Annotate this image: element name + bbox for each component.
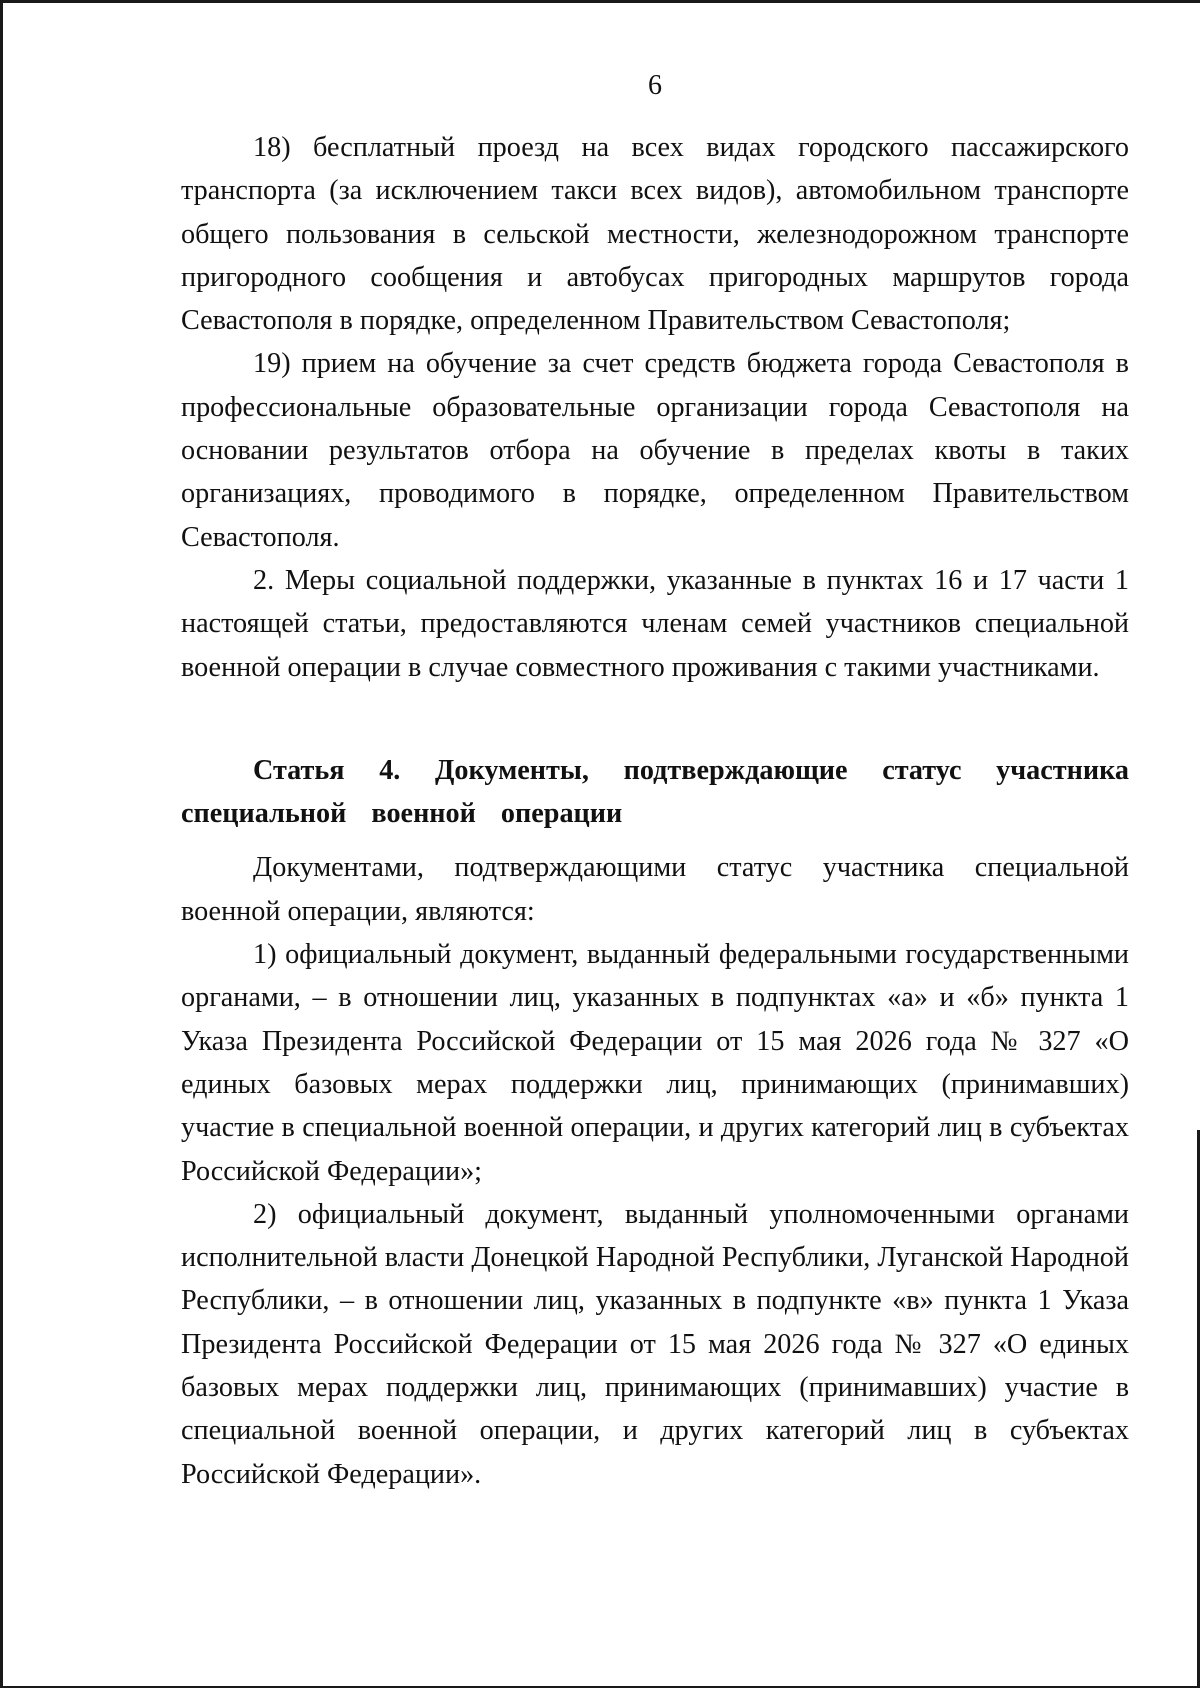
- page-number: 6: [648, 70, 662, 101]
- scan-edge-left: [0, 0, 3, 1688]
- article-heading: Статья 4. Документы, подтверждающие статус участника специальной военной операции: [181, 754, 1129, 830]
- paragraph-item-19: 19) прием на обучение за счет средств бюджета города Севастополя в профессиональные образовательные организации города Севастополя на основании результатов отбора на обучение в пределах квоты в таких организациях, проводимого в порядке, определенном Правительством Севастополя.: [181, 348, 1129, 553]
- document-body: [181, 126, 1129, 1496]
- paragraph-document-1: 1) официальный документ, выданный федеральными государственными органами, – в отношении лиц, указанных в подпунктах «а» и «б» пункта 1 Указа Президента Российской Федерации от 15 мая 2026 года № 327 «О единых базовых мерах поддержки лиц, принимающих (принимавших) участие в специальной военной операции, и других категорий лиц в субъектах Российской Федерации»;: [181, 939, 1129, 1187]
- paragraph-document-2: 2) официальный документ, выданный уполномоченными органами исполнительной власти Донецкой Народной Республики, Луганской Народной Республики, – в отношении лиц, указанных в подпункте «в» пункта 1 Указа Президента Российской Федерации от 15 мая 2026 года № 327 «О единых базовых мерах поддержки лиц, принимающих (принимавших) участие в специальной военной операции, и других категорий лиц в субъектах Российской Федерации».: [181, 1198, 1129, 1490]
- scan-edge-top: [0, 0, 1200, 3]
- paragraph-item-18: 18) бесплатный проезд на всех видах городского пассажирского транспорта (за исключением такси всех видов), автомобильном транспорте общего пользования в сельской местности, железнодорожном транспорте пригородного сообщения и автобусах пригородных маршрутов города Севастополя в порядке, определенном Правительством Севастополя;: [181, 132, 1129, 337]
- paragraph-documents-intro: Документами, подтверждающими статус участника специальной военной операции, являются:: [181, 852, 1129, 927]
- paragraph-part-2: 2. Меры социальной поддержки, указанные в пунктах 16 и 17 части 1 настоящей статьи, предоставляются членам семей участников специальной военной операции в случае совместного проживания с такими участниками.: [181, 564, 1129, 683]
